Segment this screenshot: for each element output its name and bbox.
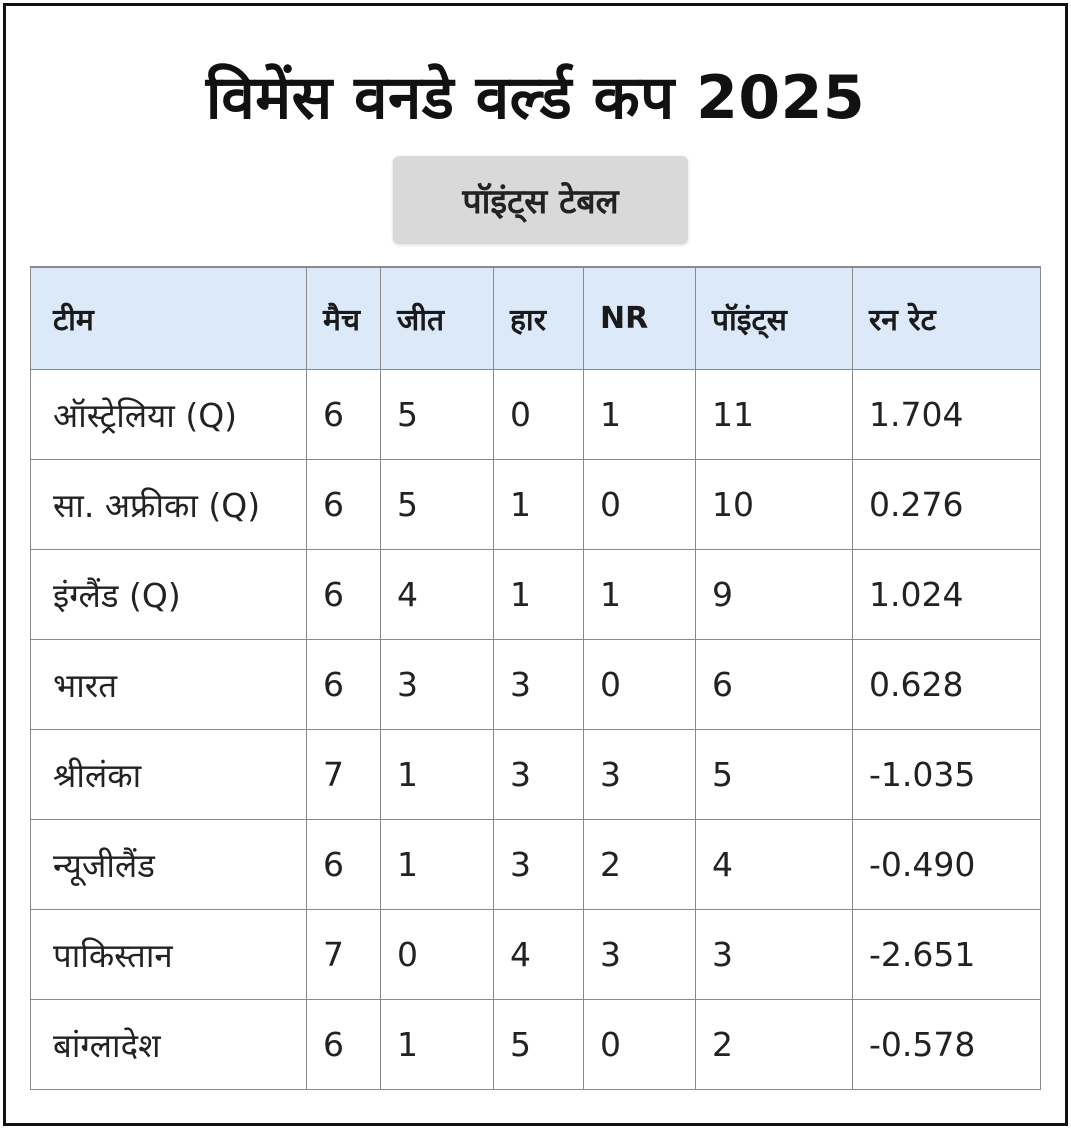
won-cell: 4	[381, 550, 494, 640]
table-row	[31, 640, 1041, 730]
run-rate-cell: 0.276	[853, 460, 1041, 550]
points-cell: 9	[696, 550, 853, 640]
lost-cell: 3	[494, 820, 584, 910]
points-cell: 6	[696, 640, 853, 730]
table-row	[31, 820, 1041, 910]
no-result-cell: 2	[584, 820, 696, 910]
won-cell: 3	[381, 640, 494, 730]
points-table	[30, 266, 1041, 1090]
column-header-won: जीत	[381, 267, 494, 370]
points-cell: 10	[696, 460, 853, 550]
run-rate-cell: 0.628	[853, 640, 1041, 730]
points-cell: 11	[696, 370, 853, 460]
no-result-cell: 0	[584, 640, 696, 730]
column-header-team: टीम	[31, 267, 307, 370]
run-rate-cell: 1.704	[853, 370, 1041, 460]
team-name-cell: भारत	[31, 640, 307, 730]
won-cell: 5	[381, 460, 494, 550]
won-cell: 1	[381, 820, 494, 910]
table-row	[31, 1000, 1041, 1090]
won-cell: 1	[381, 730, 494, 820]
team-name-cell: ऑस्ट्रेलिया (Q)	[31, 370, 307, 460]
points-cell: 5	[696, 730, 853, 820]
points-cell: 3	[696, 910, 853, 1000]
won-cell: 5	[381, 370, 494, 460]
matches-cell: 6	[307, 550, 381, 640]
lost-cell: 5	[494, 1000, 584, 1090]
matches-cell: 6	[307, 820, 381, 910]
won-cell: 0	[381, 910, 494, 1000]
table-row	[31, 730, 1041, 820]
column-header-points: पॉइंट्स	[696, 267, 853, 370]
run-rate-cell: -1.035	[853, 730, 1041, 820]
no-result-cell: 0	[584, 460, 696, 550]
matches-cell: 6	[307, 640, 381, 730]
no-result-cell: 3	[584, 730, 696, 820]
matches-cell: 6	[307, 370, 381, 460]
column-header-matches: मैच	[307, 267, 381, 370]
section-subtitle-badge: पॉइंट्स टेबल	[393, 156, 688, 244]
points-cell: 2	[696, 1000, 853, 1090]
matches-cell: 6	[307, 460, 381, 550]
table-header-row	[31, 267, 1041, 370]
table-row	[31, 910, 1041, 1000]
run-rate-cell: -0.490	[853, 820, 1041, 910]
team-name-cell: न्यूजीलैंड	[31, 820, 307, 910]
lost-cell: 3	[494, 730, 584, 820]
no-result-cell: 1	[584, 370, 696, 460]
matches-cell: 6	[307, 1000, 381, 1090]
team-name-cell: सा. अफ्रीका (Q)	[31, 460, 307, 550]
page-title: विमेंस वनडे वर्ल्ड कप 2025	[205, 63, 866, 133]
team-name-cell: पाकिस्तान	[31, 910, 307, 1000]
table-row	[31, 550, 1041, 640]
lost-cell: 1	[494, 460, 584, 550]
column-header-lost: हार	[494, 267, 584, 370]
run-rate-cell: -0.578	[853, 1000, 1041, 1090]
lost-cell: 1	[494, 550, 584, 640]
run-rate-cell: -2.651	[853, 910, 1041, 1000]
lost-cell: 0	[494, 370, 584, 460]
table-row	[31, 460, 1041, 550]
won-cell: 1	[381, 1000, 494, 1090]
column-header-run-rate: रन रेट	[853, 267, 1041, 370]
run-rate-cell: 1.024	[853, 550, 1041, 640]
lost-cell: 4	[494, 910, 584, 1000]
team-name-cell: बांग्लादेश	[31, 1000, 307, 1090]
team-name-cell: इंग्लैंड (Q)	[31, 550, 307, 640]
no-result-cell: 1	[584, 550, 696, 640]
table-row	[31, 370, 1041, 460]
lost-cell: 3	[494, 640, 584, 730]
no-result-cell: 0	[584, 1000, 696, 1090]
no-result-cell: 3	[584, 910, 696, 1000]
matches-cell: 7	[307, 730, 381, 820]
column-header-no-result: NR	[584, 267, 696, 370]
matches-cell: 7	[307, 910, 381, 1000]
points-cell: 4	[696, 820, 853, 910]
team-name-cell: श्रीलंका	[31, 730, 307, 820]
